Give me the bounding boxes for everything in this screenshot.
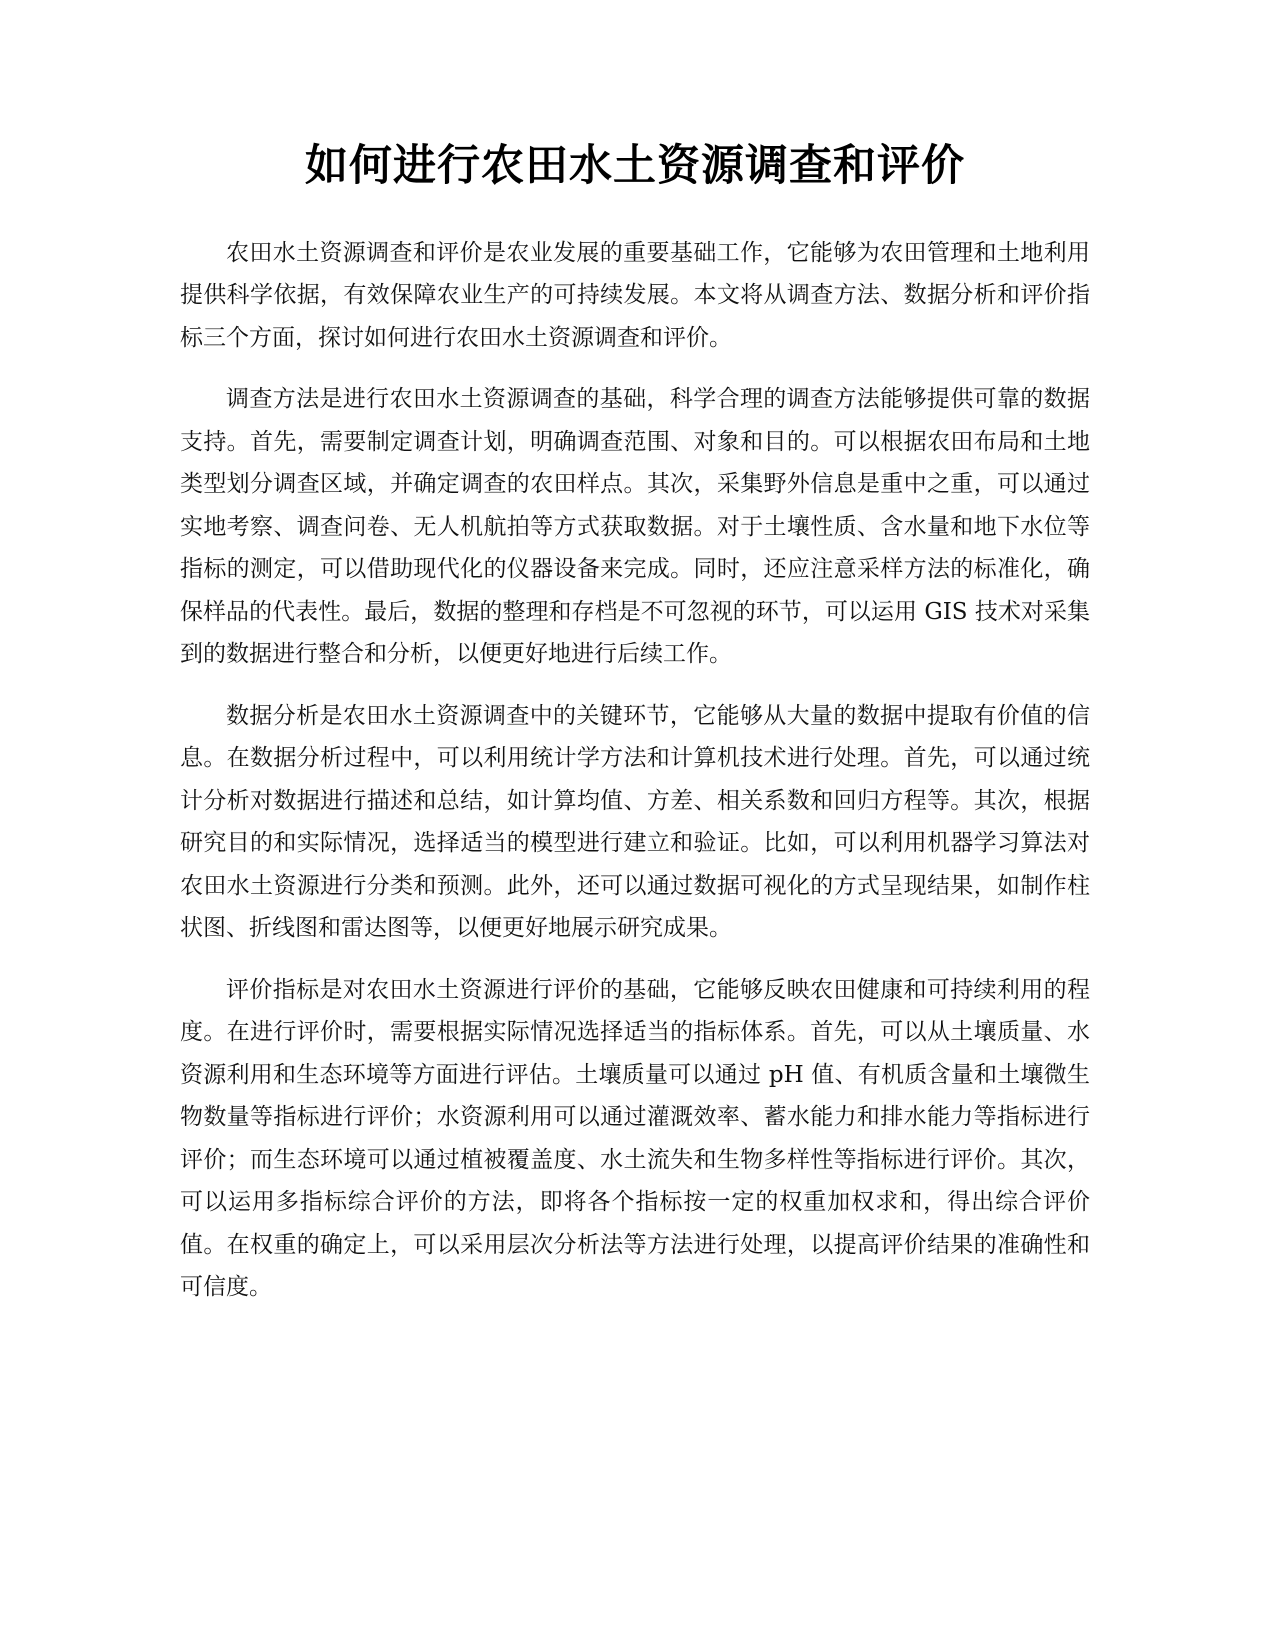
paragraph-intro: 农田水土资源调查和评价是农业发展的重要基础工作，它能够为农田管理和土地利用提供科学依据，有效保障农业生产的可持续发展。本文将从调查方法、数据分析和评价指标三个方面，探讨如何进行农田水土资源调查和评价。 bbox=[180, 239, 1090, 351]
paragraph-evaluation-indicators: 评价指标是对农田水土资源进行评价的基础，它能够反映农田健康和可持续利用的程度。在进行评价时，需要根据实际情况选择适当的指标体系。首先，可以从土壤质量、水资源利用和生态环境等方面进行评估。土壤质量可以通过 pH 值、有机质含量和土壤微生物数量等指标进行评价；水资源利用可以通过灌溉效率、蓄水能力和排水能力等指标进行评价；而生态环境可以通过植被覆盖度、水土流失和生物多样性等指标进行评价。其次，可以运用多指标综合评价的方法，即将各个指标按一定的权重加权求和，得出综合评价值。在权重的确定上，可以采用层次分析法等方法进行处理，以提高评价结果的准确性和可信度。 bbox=[180, 976, 1090, 1301]
paragraph-data-analysis: 数据分析是农田水土资源调查中的关键环节，它能够从大量的数据中提取有价值的信息。在数据分析过程中，可以利用统计学方法和计算机技术进行处理。首先，可以通过统计分析对数据进行描述和总结，如计算均值、方差、相关系数和回归方程等。其次，根据研究目的和实际情况，选择适当的模型进行建立和验证。比如，可以利用机器学习算法对农田水土资源进行分类和预测。此外，还可以通过数据可视化的方式呈现结果，如制作柱状图、折线图和雷达图等，以便更好地展示研究成果。 bbox=[180, 702, 1090, 942]
document-title: 如何进行农田水土资源调查和评价 bbox=[305, 141, 965, 191]
document-page bbox=[180, 140, 1090, 1328]
paragraph-survey-methods: 调查方法是进行农田水土资源调查的基础，科学合理的调查方法能够提供可靠的数据支持。首先，需要制定调查计划，明确调查范围、对象和目的。可以根据农田布局和土地类型划分调查区域，并确定调查的农田样点。其次，采集野外信息是重中之重，可以通过实地考察、调查问卷、无人机航拍等方式获取数据。对于土壤性质、含水量和地下水位等指标的测定，可以借助现代化的仪器设备来完成。同时，还应注意采样方法的标准化，确保样品的代表性。最后，数据的整理和存档是不可忽视的环节，可以运用 GIS 技术对采集到的数据进行整合和分析，以便更好地进行后续工作。 bbox=[180, 386, 1090, 668]
